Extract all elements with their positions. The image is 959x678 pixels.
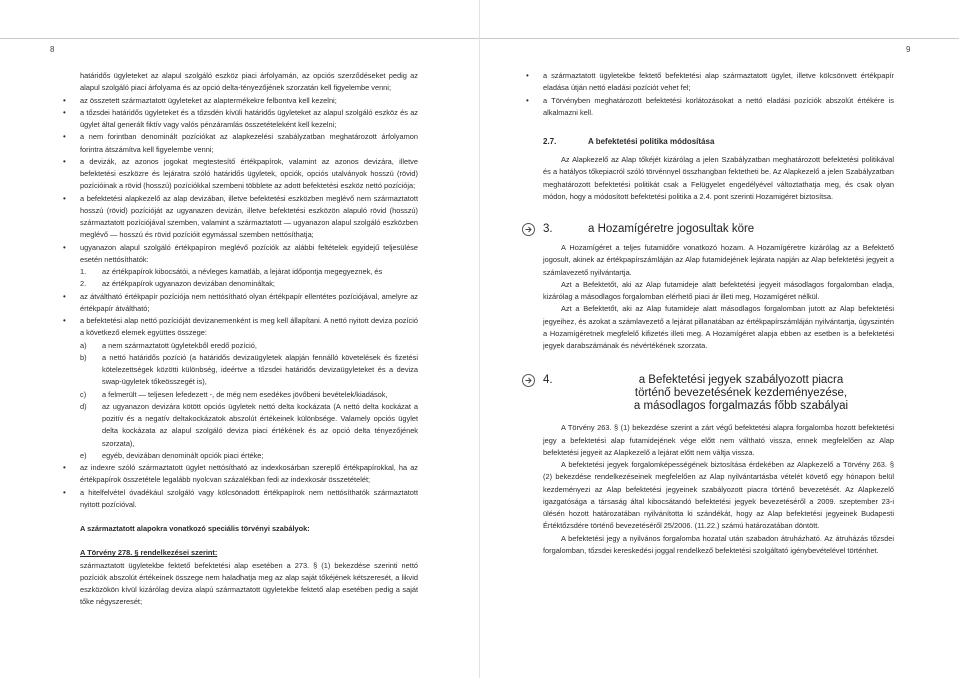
bullet-item: • a nem forintban denominált pozíciókat az alapkezelési szabályzatban meghatározott árfolyamon forintra átszámítva kell figyelembe venni; xyxy=(80,131,418,156)
section-heading: A származtatott alapokra vonatkozó speciális törvényi szabályok: xyxy=(80,524,310,533)
item-text: egyéb, devizában denominált opciók piaci értéke; xyxy=(102,450,264,460)
paragraph: származtatott ügyletekbe fektető befektetési alap esetében a 273. § (1) bekezdése szerinti nettó pozíciók abszolút értékeinek összege nem haladhatja meg az alap saját tőkéjének kétszeresét, a likvid eszközökön kívül kizárólag deviza alapú származtatott ügyletekbe fektető alap esetében pedig a saját tőke négyszeresét; xyxy=(80,560,418,607)
item-marker: a) xyxy=(80,340,87,350)
section-heading-4 xyxy=(543,374,894,413)
item-text: a nettó határidős pozíció (a határidős devizaügyletek alapján fennálló követelések és fizetési kötelezettségek közötti különbség, ideértve a tőzsdei határidős devizaügyleteket és a deviza swap-ügyletek tőkeösszegét is), xyxy=(102,352,418,387)
item-marker: b) xyxy=(80,352,87,362)
bullet-item: • a befektetési alap nettó pozícióját devizanemenként is meg kell állapítani. A nettó nyitott deviza pozíció a következő elemek együttes összege: xyxy=(80,315,418,340)
bullet-item: • az összetett származtatott ügyleteket az alaptermékekre felbontva kell kezelni; xyxy=(80,95,418,107)
bullet-item: • a devizák, az azonos jogokat megtestesítő értékpapírok, valamint az azonos devizára, illetve befektetési eszközre és lejáratra szóló határidős ügyletek, opciók, opciós utalványok hosszú (rövid) pozícióinak a rövid (hosszú) pozíciókkal szembeni többlete az adott befektetési eszköz nettó pozíciója; xyxy=(80,156,418,193)
bullet-item: • a hitelfelvétel óvadékául szolgáló vagy kölcsönadott értékpapírok nem nettósíthatók származtatott nyitott pozícióval. xyxy=(80,487,418,512)
item-text: a felmerült — teljesen lefedezett -, de még nem esedékes jövőbeni bevételek/kiadások, xyxy=(102,389,388,399)
spacer xyxy=(80,511,418,523)
subsection-number: 2.7. xyxy=(543,137,557,146)
header-rule xyxy=(480,38,959,39)
paragraph: A befektetési jegyek forgalomképességének biztosítása érdekében az Alapkezelő a Törvény 263. § (2) bekezdése rendelkezéseinek megfelelően az Alap nyilvántartásba vételét követő egy hónapon belül kezdeményezi az Alap befektetési jegyeinek szabályozott piacra történő bevezetését. Az Alapkezelő igazgatósága a társaság által kibocsátandó befektetési jegyek bevezetéséről a 2009. szeptember 23-i ülésén hozott határozatában nyilvánította ki szándékát, hogy az Alap befektetési jegyeinek Budapesti Értéktőzsdére történő bevezetéséről 25/2006. (11.22.) számú határozatában döntött. xyxy=(543,460,894,531)
paragraph: Azt a Befektetőt, aki az Alap futamideje alatt másodlagos forgalomban jutott az Alap befektetési jegyeihez, és azokat a számlavezető a lejárat pillanatában az értékpapírszámláján nyilvántartja, úgyszintén a Hozamígéretnek megfelelő kifizetés illeti meg. A Hozamígéret alapja ebben az esetben is a befektetési jegyek darabszámának és névértékének szorzata. xyxy=(543,304,894,350)
arrow-right-icon xyxy=(522,223,535,236)
page-number: 8 xyxy=(50,45,55,54)
bullet-item: • ugyanazon alapul szolgáló értékpapíron meglévő pozíciók az alábbi feltételek egyidejű teljesülése esetén nettósíthatók: xyxy=(80,242,418,267)
section-title-line: a Befektetési jegyek szabályozott piacra xyxy=(638,374,844,387)
left-page-body xyxy=(80,70,418,609)
paragraph: A Törvény 263. § (1) bekezdése szerint a zárt végű befektetési alapra forgalomba hozott befektetési jegy a befektetési alap futamidejének vége előtt nem váltható vissza, ennek megfelelően az Alap befektetési jegyeit az Alapkezelő a lejárat előtt nem váltja vissza. xyxy=(543,423,894,457)
item-marker: d) xyxy=(80,401,87,411)
section-number: 4. xyxy=(543,374,553,387)
item-marker: 1. xyxy=(80,267,87,276)
item-text: az ugyanazon devizára kötött opciós ügyletek nettó delta kockázata (A nettó delta kockázat a pozitív és a negatív deltakockázatok abszolút értékeinek különbsége. Valamely opciós ügylet delta kockázata az alapul szolgáló deviza piaci értékének és az opció delta tényezőjének szorzata), xyxy=(102,401,418,448)
bullet-item: • a Törvényben meghatározott befektetési korlátozásokat a nettó eladási pozíciók abszolút értékére is alkalmazni kell. xyxy=(543,95,894,120)
item-marker: c) xyxy=(80,389,87,399)
right-page-body xyxy=(543,70,894,557)
right-page xyxy=(480,0,959,678)
bullet-item: • a befektetési alapkezelő az alap devizában, illetve befektetési eszközben meglévő nem származtatott hosszú (rövid) pozícióját az ugyanazen devizán, illetve befektetési eszközön alapuló rövid (hosszú) származtatott pozíciójával szemben, valamint a származtatott — ugyanazon alapul szolgáló eszközben meglévő — hosszú és rövid pozícióit egymással szemben nettósíthatja; xyxy=(80,193,418,242)
section-title-line: a másodlagos forgalmazás főbb szabályai xyxy=(633,400,849,413)
bullet-item: • a tőzsdei határidős ügyleteket és a tőzsdén kívüli határidős ügyleteket az alapul szolgáló eszköz és az ügylet által generált fiktív vagy valós pénzáramlás összetételeként kell kezelni; xyxy=(80,107,418,132)
numbered-item xyxy=(80,352,418,389)
paragraph: Azt a Befektetőt, aki az Alap futamideje alatt befektetési jegyeit másodlagos forgalomban eladja, kizárólag a másodlagos forgalomban elérhető piaci ár illeti meg, Hozamígéret nélkül. xyxy=(543,279,894,301)
section-number: 3. xyxy=(543,223,553,235)
item-text: az értékpapírok kibocsátói, a névleges kamatláb, a lejárat időpontja megegyeznek, és xyxy=(102,267,383,276)
header-rule xyxy=(0,38,479,39)
item-text: a nem származtatott ügyletekből eredő pozíció, xyxy=(102,340,257,350)
subsection-title: A befektetési politika módosítása xyxy=(588,137,715,146)
item-marker: 2. xyxy=(80,279,87,289)
numbered-item xyxy=(80,389,418,401)
numbered-item xyxy=(80,266,418,278)
numbered-item xyxy=(80,340,418,352)
paragraph: határidős ügyleteket az alapul szolgáló eszköz piaci árfolyamán, az opciós szerződéseket pedig az alapul szolgáló piaci árfolyama és az opció delta-tényezőjének szorzatán kell figyelembe venni; xyxy=(80,71,418,93)
spacer xyxy=(80,535,418,547)
bullet-item: • az indexre szóló származtatott ügylet nettósítható az indexkosárban szereplő értékpapírokkal, ha az értékpapírok összetétele legalább nyolcvan százalékban fedi az indexkosár összetételét; xyxy=(80,462,418,487)
paragraph: A Hozamígéret a teljes futamidőre vonatkozó hozam. A Hozamígéretre kizárólag az a Befektető jogosult, akinek az értékpapírszámláján az Alap futamidejének lejárata napján az Alap befektetési jegyeit a számlavezető nyilvántartja. xyxy=(543,243,894,277)
bullet-item: • az átváltható értékpapír pozíciója nem nettósítható olyan értékpapír ellentétes pozíciójával, amelyre az értékpapír átváltható; xyxy=(80,291,418,316)
bullet-item: • a származtatott ügyletekbe fektető befektetési alap származtatott ügylet, illetve kölcsönvett értékpapír eladása útján nettó eladási pozíciót vehet fel; xyxy=(543,70,894,95)
section-heading-3 xyxy=(543,223,894,236)
numbered-item xyxy=(80,401,418,450)
subheading: A Törvény 278. § rendelkezései szerint: xyxy=(80,548,218,558)
item-text: az értékpapírok ugyanazon devizában denomináltak; xyxy=(102,279,275,289)
section-title-line: történő bevezetésének kezdeményezése, xyxy=(634,387,848,400)
item-marker: e) xyxy=(80,450,87,460)
paragraph: A befektetési jegy a nyilvános forgalomba hozatal után szabadon átruházható. Az átruházás tőzsdei forgalomban, tőzsdei kereskedési joggal rendelkező befektetési szolgáltató igénybevételével történhet. xyxy=(543,533,894,555)
numbered-item xyxy=(80,278,418,290)
page-number: 9 xyxy=(906,45,911,54)
numbered-item xyxy=(80,450,418,462)
arrow-right-icon xyxy=(522,374,535,387)
paragraph: Az Alapkezelő az Alap tőkéjét kizárólag a jelen Szabályzatban meghatározott befektetési politikával és a hatályos tőkepiacról szóló törvénnyel összhangban fektetheti be. Az Alapkezelő a jelen Szabályzatban meghatározott befektetési politikát csak a Felügyelet engedélyével változtathatja meg, és csak olyan módon, hogy a módosított befektetési politika a 2.4. pont szerinti Hozamigéret biztosítsa. xyxy=(543,155,894,201)
section-title: a Hozamígéretre jogosultak köre xyxy=(588,223,755,235)
subsection-heading xyxy=(543,135,894,148)
left-page xyxy=(0,0,479,678)
